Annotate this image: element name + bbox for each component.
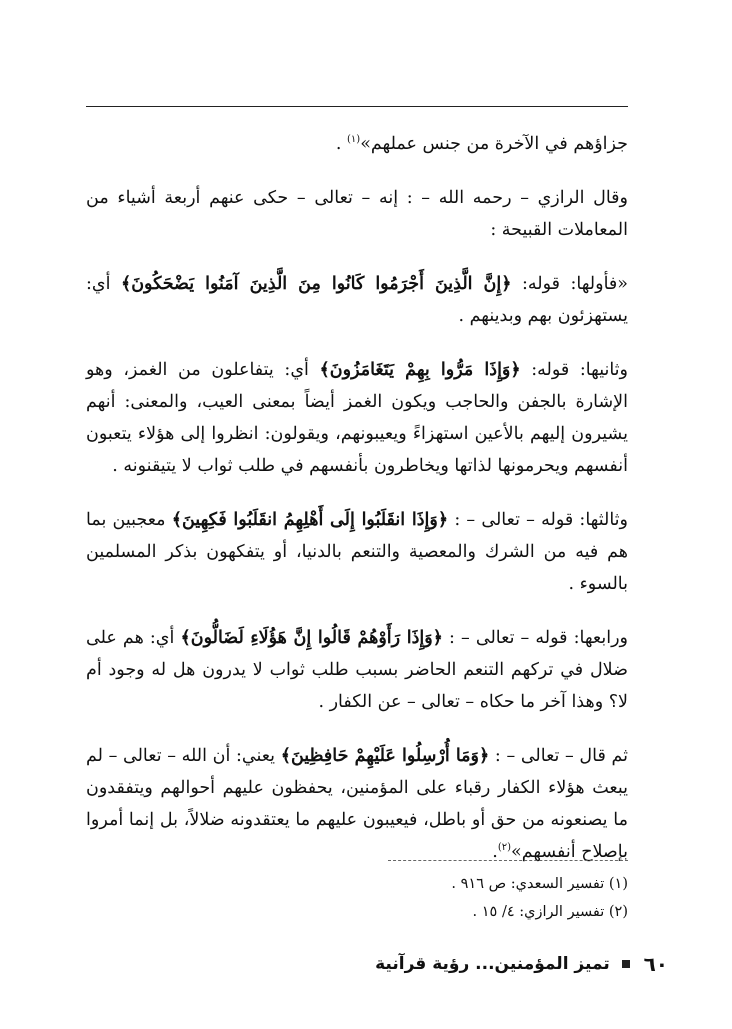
quran-verse: ﴿وَإِذَا مَرُّوا بِهِمْ يَتَغَامَزُونَ﴾ — [319, 360, 521, 380]
text-run: ثم قال – تعالى – : — [489, 746, 629, 766]
text-run: أي: يستهزئون بهم وبدينهم . — [86, 274, 628, 326]
page-number: ٦٠ — [643, 952, 668, 976]
footnote-ref: (١) — [347, 134, 361, 146]
paragraph — [86, 182, 628, 246]
paragraph — [86, 268, 628, 332]
text-run: معجبين بما هم فيه من الشرك والمعصية والتنعم بالدنيا، أو يتفكهون بذكر المسلمين بالسوء . — [86, 510, 628, 594]
book-title: تميز المؤمنين... رؤية قرآنية — [375, 954, 610, 974]
paragraph — [86, 504, 628, 600]
quran-verse: ﴿وَإِذَا رَأَوْهُمْ قَالُوا إِنَّ هَؤُلَاءِ لَضَالُّونَ﴾ — [180, 628, 443, 648]
square-bullet-icon — [622, 960, 630, 968]
paragraph — [86, 740, 628, 868]
paragraph — [86, 354, 628, 482]
page-footer — [86, 950, 668, 978]
footnotes — [86, 870, 628, 926]
text-run: يعني: أن الله – تعالى – لم يبعث هؤلاء الكفار رقباء على المؤمنين، يحفظون عليهم أحوالهم ويتفقدون ما يصنعونه من حق أو باطل، فيعيبون عليهم ما يعتقدونه ضلالاً، بل إنما أمروا بإصلاح أنفسهم» — [86, 746, 628, 862]
text-run: وثانيها: قوله: — [520, 360, 629, 380]
text-run: وقال الرازي – رحمه الله – : إنه – تعالى – حكى عنهم أربعة أشياء من المعاملات القبيحة : — [86, 188, 628, 240]
text-run: . — [335, 134, 348, 154]
text-run: أي: يتفاعلون من الغمز، وهو الإشارة بالجفن والحاجب ويكون الغمز أيضاً بمعنى العيب، والمعنى: أنهم يشيرون إليهم بالأعين استهزاءً ويعيبونهم، ويقولون: انظروا إلى هؤلاء يتعبون أنفسهم ويحرمونها لذاتها ويخاطرون بأنفسهم في طلب ثواب لا يتيقنونه . — [86, 360, 628, 476]
text-run: وثالثها: قوله – تعالى – : — [448, 510, 628, 530]
quran-verse: ﴿إِنَّ الَّذِينَ أَجْرَمُوا كَانُوا مِنَ الَّذِينَ آمَنُوا يَضْحَكُونَ﴾ — [120, 274, 512, 294]
footnote-2: (٢) تفسير الرازي: ٤/ ١٥ . — [472, 904, 628, 920]
text-run: ورابعها: قوله – تعالى – : — [442, 628, 629, 648]
header-rule — [86, 106, 628, 107]
text-run: جزاؤهم في الآخرة من جنس عملهم» — [360, 134, 628, 154]
quran-verse: ﴿وَمَا أُرْسِلُوا عَلَيْهِمْ حَافِظِينَ﴾ — [280, 746, 490, 766]
footnote-separator — [388, 860, 628, 861]
quran-verse: ﴿وَإِذَا انقَلَبُوا إِلَى أَهْلِهِمُ انقَلَبُوا فَكِهِينَ﴾ — [171, 510, 449, 530]
footnote-1: (١) تفسير السعدي: ص ٩١٦ . — [451, 876, 628, 892]
paragraph — [86, 128, 628, 160]
text-run: «فأولها: قوله: — [511, 274, 628, 294]
body-text — [86, 128, 628, 890]
text-run: أي: هم على ضلال في تركهم التنعم الحاضر بسبب طلب ثواب لا يدرون هل له وجود أم لا؟ وهذا آخر ما حكاه – تعالى – عن الكفار . — [86, 628, 628, 712]
paragraph — [86, 622, 628, 718]
text-run: . — [492, 842, 498, 862]
footnote-ref: (٢) — [497, 842, 512, 854]
